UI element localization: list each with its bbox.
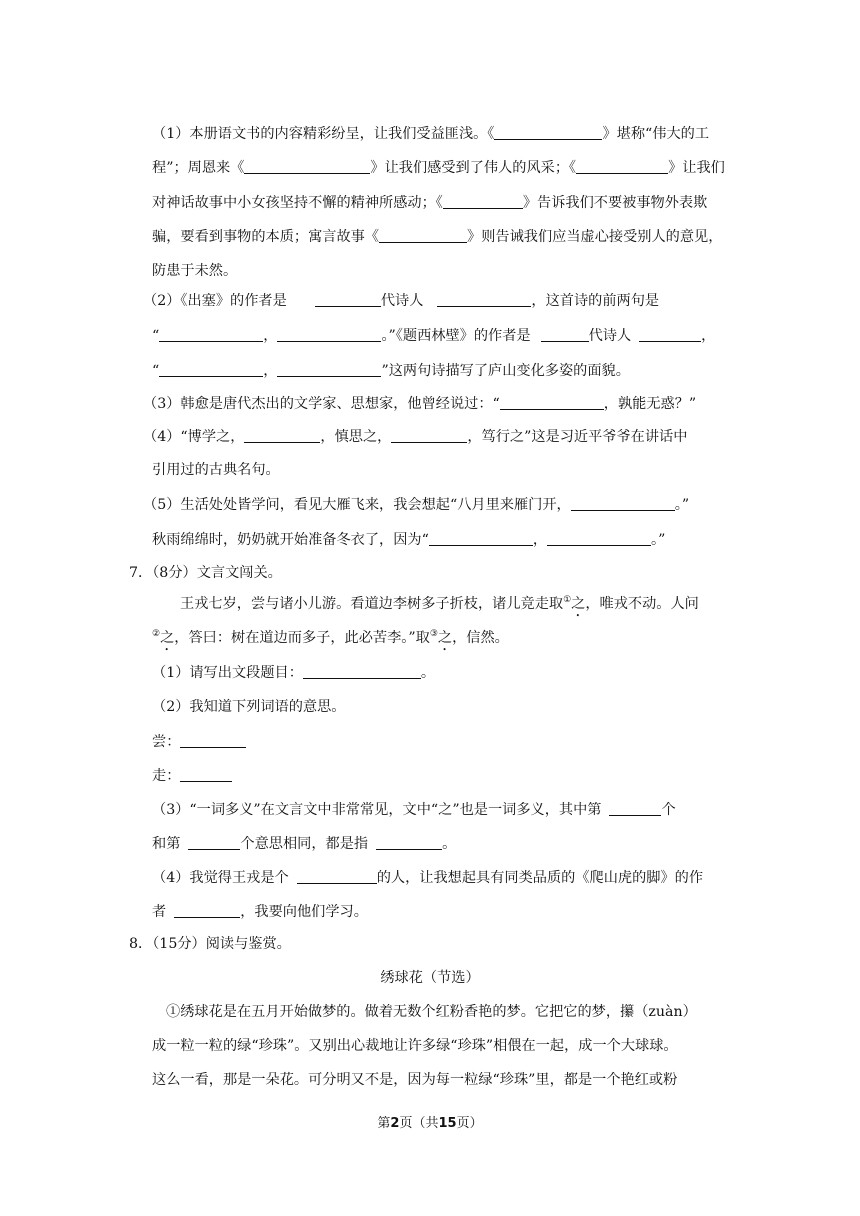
text: （2）《出塞》的作者是 [143,293,287,309]
text: 》告诉我们不要被事物外表欺 [522,195,708,211]
text: ，孰能无惑？” [603,396,697,412]
answer-blank[interactable] [277,326,381,342]
answer-blank[interactable] [443,193,523,209]
text: ，笃行之”这是习近平爷爷在讲话中 [467,429,688,445]
answer-blank[interactable] [494,124,602,140]
text: 个 [661,802,676,818]
text: ，信然。 [452,630,509,646]
q6-2-line1 [143,291,659,311]
answer-blank[interactable] [571,495,675,511]
answer-blank[interactable] [180,732,246,748]
answer-blank[interactable] [541,326,589,342]
answer-blank[interactable] [174,902,240,918]
text: ，唯戎不动。人问 [585,596,699,612]
text: 》堪称“伟大的工 [602,126,710,142]
total-pages: 15 [438,1116,457,1131]
q6-1-line2 [152,158,725,178]
q6-5-line2 [152,530,665,550]
text: “ [152,363,160,379]
question-8-heading: 8．（15分）阅读与鉴赏。 [129,936,291,952]
text: 个意思相同，都是指 [240,836,369,852]
footnote-mark: ③ [429,629,438,639]
footer-text: 页） [456,1116,483,1131]
text: 。” [651,532,666,548]
answer-blank[interactable] [159,361,263,377]
answer-blank[interactable] [180,766,232,782]
dotted-word: 之 [571,596,586,612]
text: ，慎思之， [320,429,392,445]
q6-1-line4 [152,227,722,247]
text: （5）生活处处皆学问，看见大雁飞来，我会想起“八月里来雁门开， [143,497,571,513]
text: 尝： [152,734,181,750]
text: 。 [442,836,457,852]
q7-3-line1 [152,800,676,820]
answer-blank[interactable] [376,834,442,850]
text: ， [263,363,278,379]
text: （4）“博学之， [143,429,245,445]
answer-blank[interactable] [159,326,263,342]
q6-4-line1 [143,427,687,447]
dotted-word: 之 [160,630,175,646]
q6-5-line1 [143,495,689,515]
text: 对神话故事中小女孩坚持不懈的精神所感动；《 [152,195,443,211]
answer-blank[interactable] [429,530,533,546]
answer-blank[interactable] [639,326,701,342]
q6-1-line5: 防患于未然。 [152,263,238,279]
dotted-word: 之 [437,630,453,646]
answer-blank[interactable] [303,663,421,679]
answer-blank[interactable] [188,834,240,850]
text: （4）我觉得王戎是个 [152,870,289,886]
answer-blank[interactable] [244,427,320,443]
answer-blank[interactable] [297,868,377,884]
text: （3）“一词多义”在文言文中非常常见，文中“之”也是一词多义，其中第 [152,802,602,818]
text: 》则告诫我们应当虚心接受别人的意见， [467,229,723,245]
text: 王戎七岁，尝与诸小儿游。看道边李树多子折枝，诸儿竞走取 [180,596,564,612]
q7-2-word1 [152,732,246,752]
answer-blank[interactable] [609,800,661,816]
text: “ [152,328,160,344]
text: 程”；周恩来《 [152,160,245,176]
q7-4-line1 [152,868,703,888]
q6-3-line [143,394,696,414]
answer-blank[interactable] [277,361,381,377]
text: 走： [152,768,181,784]
footer-text: 页（共 [399,1116,439,1131]
reading-line1: ①绣球花是在五月开始做梦的。做着无数个红粉香艳的梦。它把它的梦，攥（zuàn） [166,1004,697,1020]
reading-line2: 成一粒一粒的绿“珍珠”。又别出心裁地让许多绿“珍珠”相偎在一起，成一个大球球。 [152,1038,678,1054]
footer-text: 第 [377,1116,391,1131]
text: 》让我们感受到了伟人的风采；《 [370,160,577,176]
q6-1-line1 [152,124,709,144]
text: 。”《题西林壁》的作者是 [381,328,531,344]
q7-2-line: （2）我知道下列词语的意思。 [152,699,346,715]
text: 骗，要看到事物的本质；寓言故事《 [152,229,380,245]
reading-title: 绣球花（节选） [380,970,480,986]
text: 》让我们 [668,160,725,176]
text: ”这两句诗描写了庐山变化多姿的面貌。 [381,363,630,379]
q6-2-line2 [152,326,715,346]
answer-blank[interactable] [244,158,370,174]
text: （1）请写出文段题目： [152,665,303,681]
text: 。” [674,497,690,513]
q7-4-line2 [152,902,368,922]
text: （3）韩愈是唐代杰出的文学家、思想家，他曾经说过：“ [143,396,500,412]
answer-blank[interactable] [391,427,467,443]
passage-line2 [152,628,509,654]
answer-blank[interactable] [576,158,668,174]
answer-blank[interactable] [315,291,381,307]
q6-1-line3 [152,193,707,213]
text: 代诗人 [588,328,632,344]
answer-blank[interactable] [379,227,467,243]
text: 秋雨绵绵时，奶奶就开始准备冬衣了，因为“ [152,532,429,548]
reading-line3: 这么一看，那是一朵花。可分明又不是，因为每一粒绿“珍珠”里，都是一个艳红或粉 [152,1072,678,1088]
text: ， [701,328,716,344]
passage-line1 [180,594,699,620]
text: ， [532,532,548,548]
q7-1-line [152,663,435,683]
answer-blank[interactable] [437,291,531,307]
question-7-heading: 7．（8分）文言文闯关。 [129,565,282,581]
text: （1）本册语文书的内容精彩纷呈，让我们受益匪浅。《 [152,126,495,142]
text: ，这首诗的前两句是 [531,293,660,309]
text: ， [263,328,278,344]
text: 者 [152,904,167,920]
text: 的人，让我想起具有同类品质的《爬山虎的脚》的作 [376,870,704,886]
answer-blank[interactable] [500,394,604,410]
q7-2-word2 [152,766,232,786]
page-number: 2 [390,1116,400,1131]
q6-4-line2: 引用过的古典名句。 [152,462,280,478]
answer-blank[interactable] [547,530,651,546]
text: 和第 [152,836,181,852]
q6-2-line3 [152,361,630,381]
footnote-mark: ① [563,595,572,605]
footnote-mark: ② [152,629,161,639]
text: ，答曰：树在道边而多子，此必苦李。”取 [174,630,430,646]
text: 。 [420,665,436,681]
text: 代诗人 [380,293,424,309]
page-footer [0,1112,860,1131]
q7-3-line2 [152,834,456,854]
text: ，我要向他们学习。 [240,904,368,920]
